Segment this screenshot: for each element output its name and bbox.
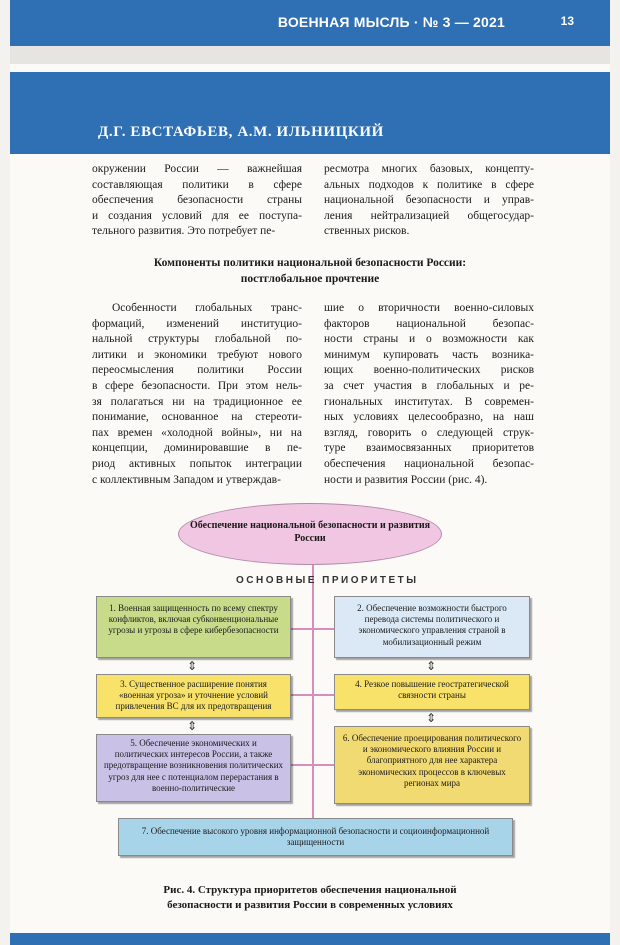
body-left-line: зя полагаться ни на традиционное ее <box>92 395 302 408</box>
body-right-line: ных условиях целесообразно, на наш <box>324 411 534 424</box>
body-right-line: гиональных институтах. В современ- <box>324 395 534 408</box>
journal-title: ВОЕННАЯ МЫСЛЬ · № 3 — 2021 <box>277 14 505 30</box>
intro-right-line: ления нейтрализацией общегосудар- <box>324 209 534 222</box>
connector-row-2 <box>290 694 334 696</box>
intro-left-line: окружении России — важнейшая <box>92 163 302 175</box>
goal-oval-text: Обеспечение национальной безопасности и развития России <box>189 520 431 544</box>
intro-right-line: ственных рисков. <box>324 225 410 238</box>
intro-right-line: ресмотра многих базовых, концепту- <box>324 163 534 175</box>
arrow-4-6: ⇕ <box>426 711 437 725</box>
priority-box-4: 4. Резкое повышение геостратегической связности страны <box>334 674 530 710</box>
body-right-line: за счет участия в глобальных и ре- <box>324 379 534 392</box>
body-left-line: нальной структуры глобальной по- <box>92 333 302 346</box>
body-right-line: взгляд, говорить о следующей струк- <box>324 426 534 439</box>
intro-left-column <box>92 162 302 240</box>
figure-caption-line-1: Рис. 4. Структура приоритетов обеспечения национальной <box>163 884 457 896</box>
body-left-line: концепции, доминировавшие в пе- <box>92 442 302 455</box>
body-right-line: факторов национальной безопас- <box>324 317 534 330</box>
body-left-line: в сфере безопасности. При этом нель- <box>92 379 302 392</box>
body-right-line: ности и развития России (рис. 4). <box>324 473 488 486</box>
page-gap <box>10 46 610 64</box>
page-number: 13 <box>560 14 574 28</box>
priority-box-7: 7. Обеспечение высокого уровня информационной безопасности и социоинформационной защищенности <box>118 818 513 856</box>
section-heading-line-2: постглобальное прочтение <box>240 272 380 285</box>
intro-left-line: составляющая политики в сфере <box>92 178 302 191</box>
body-right-column <box>324 301 534 488</box>
arrow-2-4: ⇕ <box>426 659 437 673</box>
body-left-line: литики и экономики требуют нового <box>92 348 302 361</box>
connector-row-3 <box>290 764 334 766</box>
body-right-line: обеспечения национальной безопас- <box>324 457 534 470</box>
body-right-line: минимум купировать часть возника- <box>324 348 534 361</box>
section-heading-line-1: Компоненты политики национальной безопасности России: <box>153 257 467 269</box>
body-left-column <box>92 301 302 488</box>
priorities-label: ОСНОВНЫЕ ПРИОРИТЕТЫ <box>236 575 419 586</box>
priority-box-3: 3. Существенное расширение понятия «военная угроза» и уточнение условий привлечения ВС для их предотвращения <box>96 674 291 718</box>
priority-box-6: 6. Обеспечение проецирования политического и экономического влияния России и благоприятного для нее характера экономических процессов в ключевых регионах мира <box>334 726 530 804</box>
priority-box-1: 1. Военная защищенность по всему спектру конфликтов, включая субконвенциональные угрозы и угрозы в сфере кибербезопасности <box>96 596 291 658</box>
intro-left-line: обеспечения безопасности страны <box>92 194 302 207</box>
journal-header-bar <box>10 0 610 46</box>
section-heading <box>96 256 524 287</box>
intro-left-line: тельного развития. Это потребует пе- <box>92 225 276 238</box>
article-authors: Д.Г. ЕВСТАФЬЕВ, А.М. ИЛЬНИЦКИЙ <box>98 124 384 140</box>
authors-band <box>10 72 610 154</box>
arrow-1-3: ⇕ <box>187 659 198 673</box>
body-left-line: переосмысления политики России <box>92 364 302 377</box>
body-left-line: формаций, изменений институцио- <box>92 317 302 330</box>
intro-right-line: национальной безопасности и управ- <box>324 194 534 207</box>
body-left-line: с коллективным Западом и утверждав- <box>92 473 281 486</box>
body-left-line: Особенности глобальных транс- <box>112 302 302 314</box>
body-left-line: пах времен «холодной войны», ни на <box>92 426 302 439</box>
arrow-3-5: ⇕ <box>187 719 198 733</box>
connector-row-1 <box>290 628 334 630</box>
main-connector-vertical <box>312 562 314 820</box>
body-left-line: риод активных попыток интеграции <box>92 457 302 470</box>
goal-oval <box>178 503 442 565</box>
body-right-line: ющих военно-политических рисков <box>324 364 534 377</box>
intro-right-line: альных подходов к политике в сфере <box>324 178 534 191</box>
figure-caption-line-2: безопасности и развития России в современных условиях <box>167 899 453 911</box>
body-left-line: понимание, основанное на стереоти- <box>92 411 302 424</box>
priority-box-5: 5. Обеспечение экономических и политических интересов России, а также предотвращение возникновения политических угроз для нее с потенциалом перерастания в военно-политические <box>96 734 291 802</box>
body-right-line: шие о вторичности военно-силовых <box>324 302 534 314</box>
body-right-line: ности страны и о возможности как <box>324 333 534 346</box>
footer-bar <box>10 933 610 945</box>
intro-right-column <box>324 162 534 240</box>
priority-box-2: 2. Обеспечение возможности быстрого перевода системы политического и экономического управления страной в мобилизационный режим <box>334 596 530 658</box>
body-right-line: туре взаимосвязанных приоритетов <box>324 442 534 455</box>
intro-left-line: и создания условий для ее поступа- <box>92 209 302 222</box>
figure-caption <box>100 883 520 913</box>
